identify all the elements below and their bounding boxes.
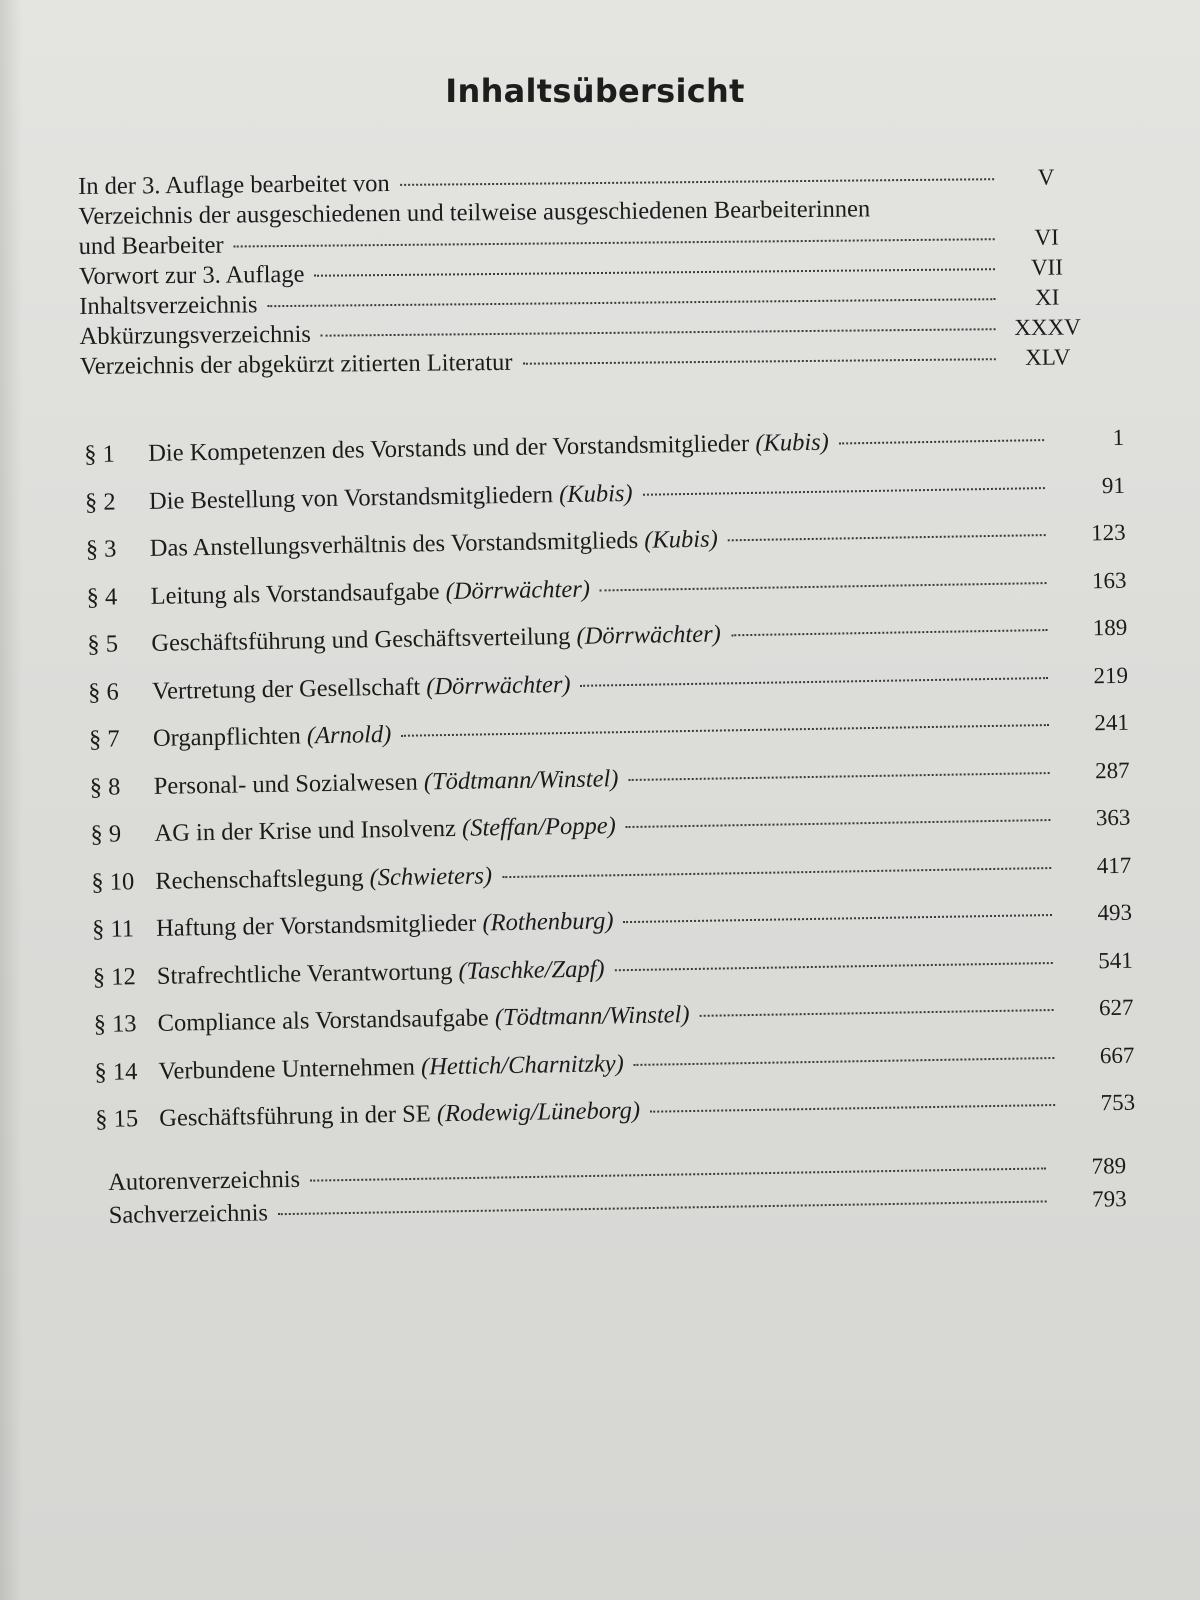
- chapter-title: Strafrechtliche Verantwortung: [156, 957, 453, 990]
- chapter-number: § 9: [90, 820, 122, 848]
- chapter-page: 417: [1096, 852, 1132, 878]
- entry-label-line1: Verzeichnis der ausgeschiedenen und teilweise ausgeschiedenen Bearbeiterinnen: [78, 195, 871, 230]
- dot-leader: [634, 1056, 1055, 1065]
- dot-leader: [314, 268, 995, 277]
- gutter-shadow: [0, 0, 22, 1600]
- chapter-title: Verbundene Unternehmen: [158, 1053, 416, 1085]
- dot-leader: [731, 629, 1047, 636]
- chapter-author: (Taschke/Zapf): [458, 954, 605, 985]
- chapter-author: (Dörrwächter): [426, 670, 571, 700]
- chapter-author: (Dörrwächter): [576, 620, 722, 650]
- chapter-number: § 1: [84, 440, 116, 468]
- chapter-page: 493: [1097, 899, 1133, 926]
- chapter-number: § 8: [89, 772, 121, 801]
- entry-label: Sachverzeichnis: [108, 1199, 269, 1229]
- dot-leader: [400, 178, 994, 186]
- entry-label: Abkürzungsverzeichnis: [79, 320, 312, 350]
- dot-leader: [700, 1009, 1054, 1017]
- chapter-page: 1: [1112, 424, 1125, 450]
- entry-page: VII: [1030, 254, 1064, 280]
- entry-label: Autorenverzeichnis: [108, 1165, 301, 1196]
- chapter-title: Die Bestellung von Vorstandsmitgliedern: [148, 480, 554, 515]
- entry-label: und Bearbeiter: [78, 231, 224, 260]
- chapter-title: Rechenschaftslegung: [155, 863, 364, 895]
- chapter-author: (Rodewig/Lüneborg): [436, 1096, 641, 1128]
- dot-leader: [643, 487, 1045, 496]
- dot-leader: [234, 238, 995, 247]
- dot-leader: [728, 534, 1046, 541]
- chapter-page: 287: [1094, 757, 1130, 783]
- chapter-title: Haftung der Vorstandsmitglieder: [155, 909, 477, 942]
- chapter-number: § 12: [92, 962, 136, 991]
- chapter-page: 627: [1098, 994, 1134, 1021]
- chapter-title: Personal- und Sozialwesen: [153, 768, 418, 800]
- chapter-page: 123: [1090, 519, 1126, 546]
- chapter-page: 541: [1098, 947, 1133, 973]
- entry-label: Inhaltsverzeichnis: [79, 291, 258, 320]
- page-title: Inhaltsübersicht: [445, 72, 745, 110]
- chapter-title: Compliance als Vorstandsaufgabe: [157, 1004, 490, 1037]
- chapter-title: Geschäftsführung in der SE: [159, 1100, 431, 1132]
- chapter-number: § 4: [86, 582, 118, 611]
- dot-leader: [650, 1104, 1055, 1113]
- entry-page: V: [1037, 164, 1055, 190]
- chapter-page: 667: [1099, 1042, 1135, 1068]
- entry-page: 789: [1091, 1153, 1127, 1179]
- chapter-page: 753: [1100, 1089, 1136, 1116]
- chapter-number: § 5: [87, 630, 119, 658]
- chapter-number: § 7: [88, 725, 120, 753]
- chapter-page: 241: [1094, 709, 1130, 736]
- entry-page: VI: [1034, 224, 1059, 250]
- chapter-author: (Hettich/Charnitzky): [420, 1049, 625, 1080]
- chapter-author: (Dörrwächter): [445, 575, 591, 605]
- entry-label: Vorwort zur 3. Auflage: [78, 260, 305, 290]
- dot-leader: [628, 772, 1049, 781]
- chapter-page: 189: [1092, 614, 1128, 641]
- chapter-page: 91: [1101, 472, 1126, 498]
- chapter-number: § 11: [91, 915, 135, 943]
- chapter-author: (Arnold): [306, 720, 392, 750]
- chapter-title: Geschäftsführung und Geschäftsverteilung: [151, 622, 571, 657]
- entry-label: Verzeichnis der abgekürzt zitierten Literatur: [79, 348, 513, 380]
- dot-leader: [626, 819, 1051, 828]
- front-matter-list: [78, 162, 1090, 382]
- chapter-page: 163: [1091, 567, 1127, 593]
- entry-page: XI: [1034, 284, 1060, 310]
- dot-leader: [268, 298, 996, 307]
- chapter-page: 219: [1093, 662, 1129, 688]
- dot-leader: [624, 914, 1052, 923]
- chapter-number: § 6: [87, 677, 120, 706]
- dot-leader: [278, 1200, 1047, 1215]
- dot-leader: [310, 1167, 1046, 1181]
- chapter-title: Das Anstellungsverhältnis des Vorstandsmitglieds: [149, 526, 639, 562]
- dot-leader: [522, 358, 995, 365]
- chapter-list: [84, 423, 1136, 1153]
- chapter-title: Organpflichten: [152, 722, 302, 752]
- entry-page: XLV: [1025, 344, 1071, 370]
- chapter-author: (Tödtmann/Winstel): [494, 1001, 690, 1032]
- chapter-author: (Kubis): [558, 479, 633, 508]
- chapter-title: Leitung als Vorstandsaufgabe: [150, 577, 440, 610]
- chapter-author: (Kubis): [755, 428, 830, 457]
- chapter-number: § 14: [94, 1057, 138, 1086]
- dot-leader: [615, 962, 1053, 971]
- chapter-number: § 15: [95, 1105, 139, 1133]
- chapter-title: AG in der Krise und Insolvenz: [154, 814, 457, 847]
- chapter-author: (Kubis): [644, 525, 718, 554]
- dot-leader: [581, 677, 1049, 687]
- dot-leader: [600, 582, 1047, 591]
- entry-label: In der 3. Auflage bearbeitet von: [78, 170, 390, 200]
- chapter-author: (Tödtmann/Winstel): [423, 764, 619, 795]
- chapter-number: § 13: [93, 1010, 137, 1038]
- dot-leader: [839, 439, 1044, 444]
- chapter-number: § 3: [85, 535, 117, 563]
- entry-page: 793: [1091, 1186, 1127, 1212]
- chapter-title: Die Kompetenzen des Vorstands und der Vorstandsmitglieder: [148, 429, 750, 467]
- dot-leader: [502, 867, 1051, 878]
- chapter-author: (Steffan/Poppe): [461, 812, 617, 842]
- chapter-page: 363: [1095, 804, 1131, 831]
- chapter-number: § 2: [84, 487, 116, 516]
- entry-page: XXXV: [1014, 314, 1081, 341]
- back-matter-list: [108, 1151, 1127, 1234]
- dot-leader: [321, 328, 996, 336]
- chapter-title: Vertretung der Gesellschaft: [151, 672, 421, 705]
- dot-leader: [401, 724, 1049, 737]
- chapter-number: § 10: [91, 867, 135, 896]
- chapter-author: (Schwieters): [369, 861, 493, 891]
- chapter-author: (Rothenburg): [482, 907, 614, 937]
